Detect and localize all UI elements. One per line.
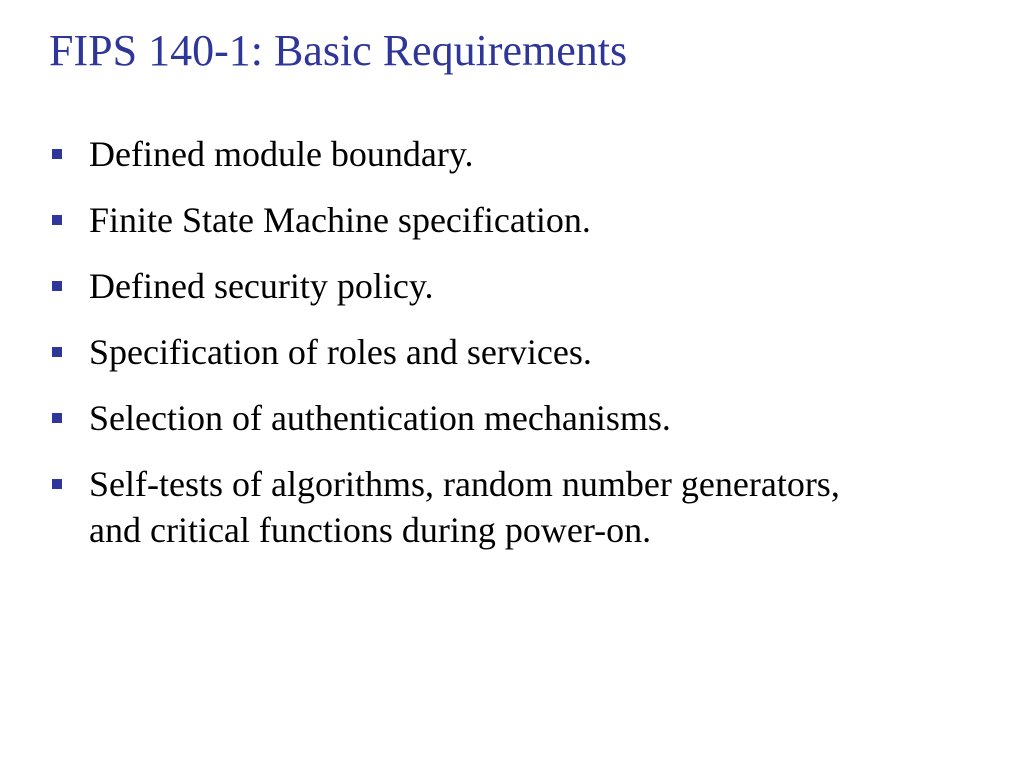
square-bullet-icon xyxy=(52,413,62,423)
bullet-item-self-tests xyxy=(52,461,892,553)
bullet-text: Selection of authentication mechanisms. xyxy=(89,398,671,438)
bullet-item-authentication xyxy=(52,395,892,441)
bullet-text: Specification of roles and services. xyxy=(89,332,592,372)
square-bullet-icon xyxy=(52,149,62,159)
bullet-text: Finite State Machine specification. xyxy=(89,200,591,240)
square-bullet-icon xyxy=(52,347,62,357)
slide-title: FIPS 140-1: Basic Requirements xyxy=(49,26,628,75)
bullet-text: Defined security policy. xyxy=(89,266,434,306)
bullet-item-security-policy xyxy=(52,263,892,309)
square-bullet-icon xyxy=(52,215,62,225)
square-bullet-icon xyxy=(52,281,62,291)
bullet-item-state-machine xyxy=(52,197,892,243)
bullet-text: Defined module boundary. xyxy=(89,134,474,174)
square-bullet-icon xyxy=(52,479,62,489)
bullet-list xyxy=(52,131,892,573)
bullet-item-roles-services xyxy=(52,329,892,375)
bullet-text: Self-tests of algorithms, random number generators, and critical functions during power-on. xyxy=(89,464,840,550)
bullet-item-module-boundary xyxy=(52,131,892,177)
